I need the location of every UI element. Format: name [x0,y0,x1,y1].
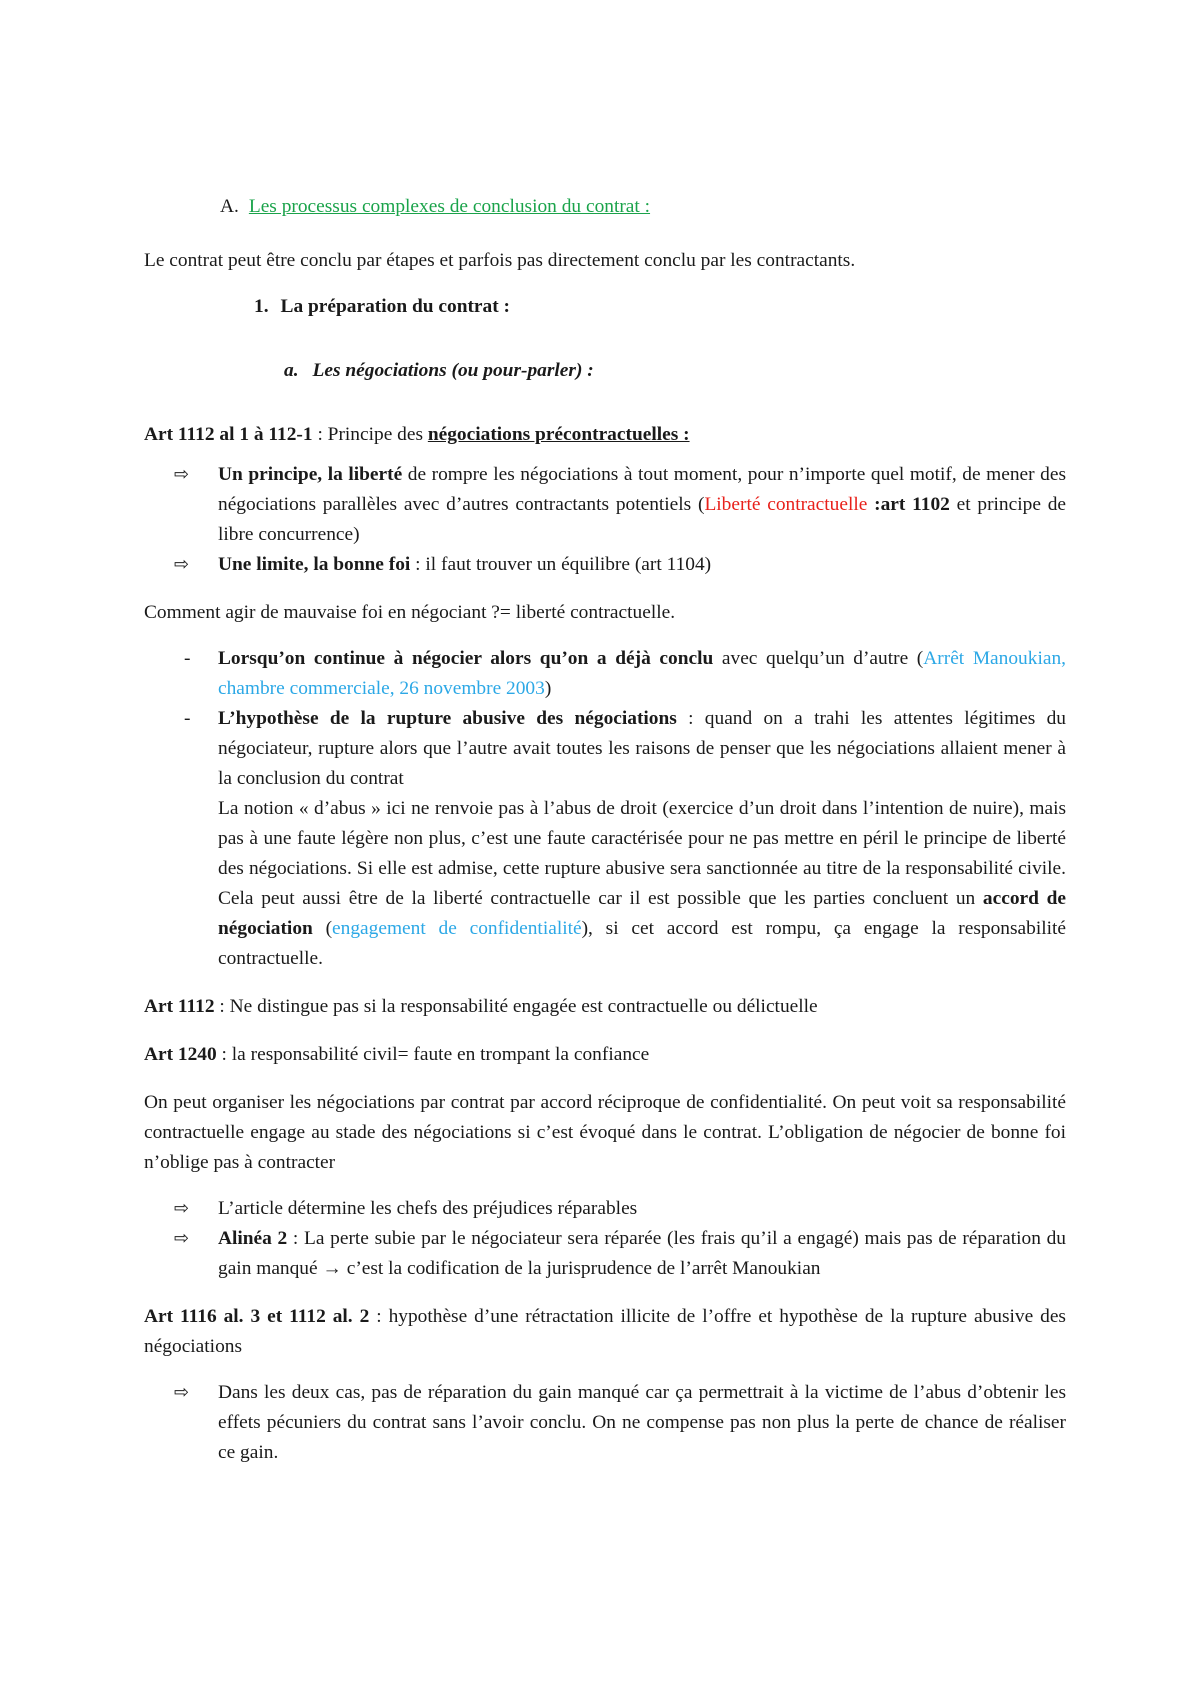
list-item: ⇨ Un principe, la liberté de rompre les négociations à tout moment, pour n’importe quel motif, de mener des négociations parallèles avec d’autres contractants potentiels (Liberté contractuelle :art 1102 et principe de libre concurrence) [144,460,1066,550]
dash-bullet: - [184,708,191,729]
emphasis: négociations précontractuelles : [427,424,690,445]
heading-1-title: La préparation du contrat : [280,296,510,317]
section-a-label: A. [220,196,239,217]
heading-a [284,356,1066,386]
arrow-right-icon: → [322,1258,342,1279]
list-item: ⇨ Dans les deux cas, pas de réparation du gain manqué car ça permettrait à la victime de l’abus d’obtenir les effets pécuniers du contrat sans l’avoir conclu. On ne compense pas non plus la perte de chance de réaliser ce gain. [144,1378,1066,1468]
section-a-title: Les processus complexes de conclusion du contrat : [248,196,651,217]
arrow-bullet-icon: ⇨ [174,1228,190,1249]
heading-a-number: a. [284,360,299,381]
art-1116-paragraph: Art 1116 al. 3 et 1112 al. 2 : hypothèse d’une rétractation illicite de l’offre et hypothèse de la rupture abusive des négociations [144,1306,1066,1357]
final-list [144,1378,1066,1468]
art-ref: Art 1112 al 1 à 112-1 [144,424,313,445]
list-item: - L’hypothèse de la rupture abusive des négociations : quand on a trahi les attentes légitimes du négociateur, rupture alors que l’autre avait toutes les raisons de penser que les négociations allaient mener à la conclusion du contrat La notion « d’abus » ici ne renvoie pas à l’abus de droit (exercice d’un droit dans l’intention de nuire), mais pas à une faute légère non plus, c’est une faute caractérisée pour ne pas mettre en péril le principe de liberté des négociations. Si elle est admise, cette rupture abusive sera sanctionnée au titre de la responsabilité civile. Cela peut aussi être de la liberté contractuelle car il est possible que les parties concluent un accord de négociation (engagement de confidentialité), si cet accord est rompu, ça engage la responsabilité contractuelle. [144,704,1066,974]
article-points-list [144,1194,1066,1284]
arrow-bullet-icon: ⇨ [174,1198,190,1219]
list-item: - Lorsqu’on continue à négocier alors qu’on a déjà conclu avec quelqu’un d’autre (Arrêt Manoukian, chambre commerciale, 26 novembre 2003) [144,644,1066,704]
intro-paragraph: Le contrat peut être conclu par étapes et parfois pas directement conclu par les contractants. [144,250,856,271]
principles-list [144,460,1066,580]
list-item: ⇨ L’article détermine les chefs des préjudices réparables [144,1194,1066,1224]
question-paragraph: Comment agir de mauvaise foi en négociant ?= liberté contractuelle. [144,602,676,623]
list-item: ⇨ Une limite, la bonne foi : il faut trouver un équilibre (art 1104) [144,550,1066,580]
art-1112-intro: Art 1112 al 1 à 112-1 : Principe des négociations précontractuelles : [144,424,690,445]
cases-list [144,644,1066,974]
blue-reference: Arrêt Manoukian, chambre commerciale, 26 novembre 2003 [218,648,1066,699]
organiser-paragraph: On peut organiser les négociations par contrat par accord réciproque de confidentialité. On peut voit sa responsabilité contractuelle engage au stade des négociations si c’est évoqué dans le contrat. L’obligation de négocier de bonne foi n’oblige pas à contracter [144,1092,1066,1173]
blue-reference: engagement de confidentialité [332,918,582,939]
art-1112-paragraph: Art 1112 : Ne distingue pas si la responsabilité engagée est contractuelle ou délictuelle [144,996,818,1017]
dash-bullet: - [184,648,191,669]
arrow-bullet-icon: ⇨ [174,1382,190,1403]
list-item: ⇨ Alinéa 2 : La perte subie par le négociateur sera réparée (les frais qu’il a engagé) mais pas de réparation du gain manqué → c’est la codification de la jurisprudence de l’arrêt Manoukian [144,1224,1066,1284]
art-1240-paragraph: Art 1240 : la responsabilité civil= faute en trompant la confiance [144,1044,650,1065]
heading-1-number: 1. [254,296,269,317]
arrow-bullet-icon: ⇨ [174,554,190,575]
heading-1 [254,292,1066,322]
red-text: Liberté contractuelle [704,494,875,515]
heading-a-title: Les négociations (ou pour-parler) : [312,360,594,381]
arrow-bullet-icon: ⇨ [174,464,190,485]
section-a-heading [220,192,1066,222]
